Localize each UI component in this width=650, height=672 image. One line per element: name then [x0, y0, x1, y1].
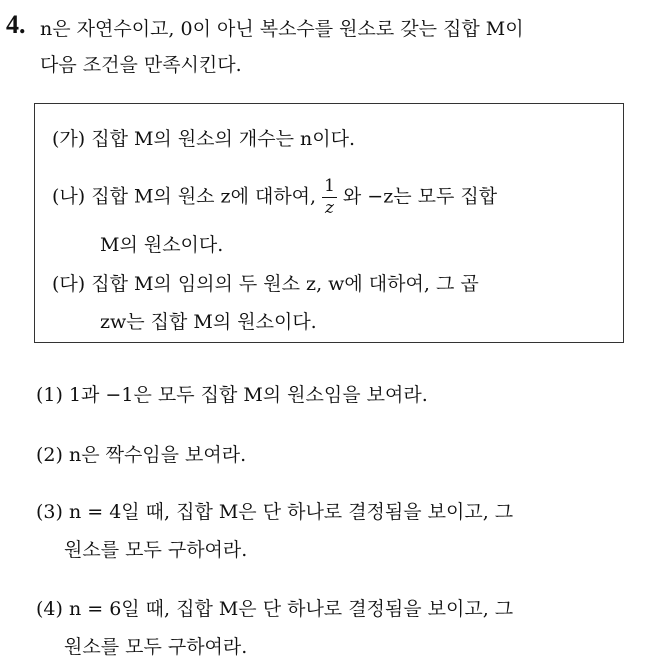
fraction-numerator: 1	[324, 176, 335, 196]
condition-b-line-1	[52, 178, 497, 217]
fraction-one-over-z	[322, 178, 337, 217]
problem-number: 4.	[6, 10, 26, 39]
condition-b-line-2: M의 원소이다.	[100, 234, 224, 256]
condition-c-line-2: zw는 집합 M의 원소이다.	[100, 311, 317, 333]
condition-a: (가) 집합 M의 원소의 개수는 n이다.	[52, 128, 356, 150]
question-3-line-2: 원소를 모두 구하여라.	[64, 539, 248, 561]
question-4-line-2: 원소를 모두 구하여라.	[64, 636, 248, 658]
fraction-denominator: z	[325, 198, 334, 218]
problem-intro-line-2: 다음 조건을 만족시킨다.	[40, 54, 242, 76]
question-2: (2) n은 짝수임을 보여라.	[36, 444, 247, 466]
question-3-line-1: (3) n = 4일 때, 집합 M은 단 하나로 결정됨을 보이고, 그	[36, 501, 514, 523]
problem-intro-line-1: n은 자연수이고, 0이 아닌 복소수를 원소로 갖는 집합 M이	[40, 18, 524, 40]
condition-c-line-1: (다) 집합 M의 임의의 두 원소 z, w에 대하여, 그 곱	[52, 273, 479, 295]
question-4-line-1: (4) n = 6일 때, 집합 M은 단 하나로 결정됨을 보이고, 그	[36, 598, 514, 620]
question-1: (1) 1과 −1은 모두 집합 M의 원소임을 보여라.	[36, 384, 428, 406]
condition-b-prefix: (나) 집합 M의 원소 z에 대하여,	[52, 185, 317, 208]
condition-b-suffix: 와 −z는 모두 집합	[342, 185, 498, 208]
